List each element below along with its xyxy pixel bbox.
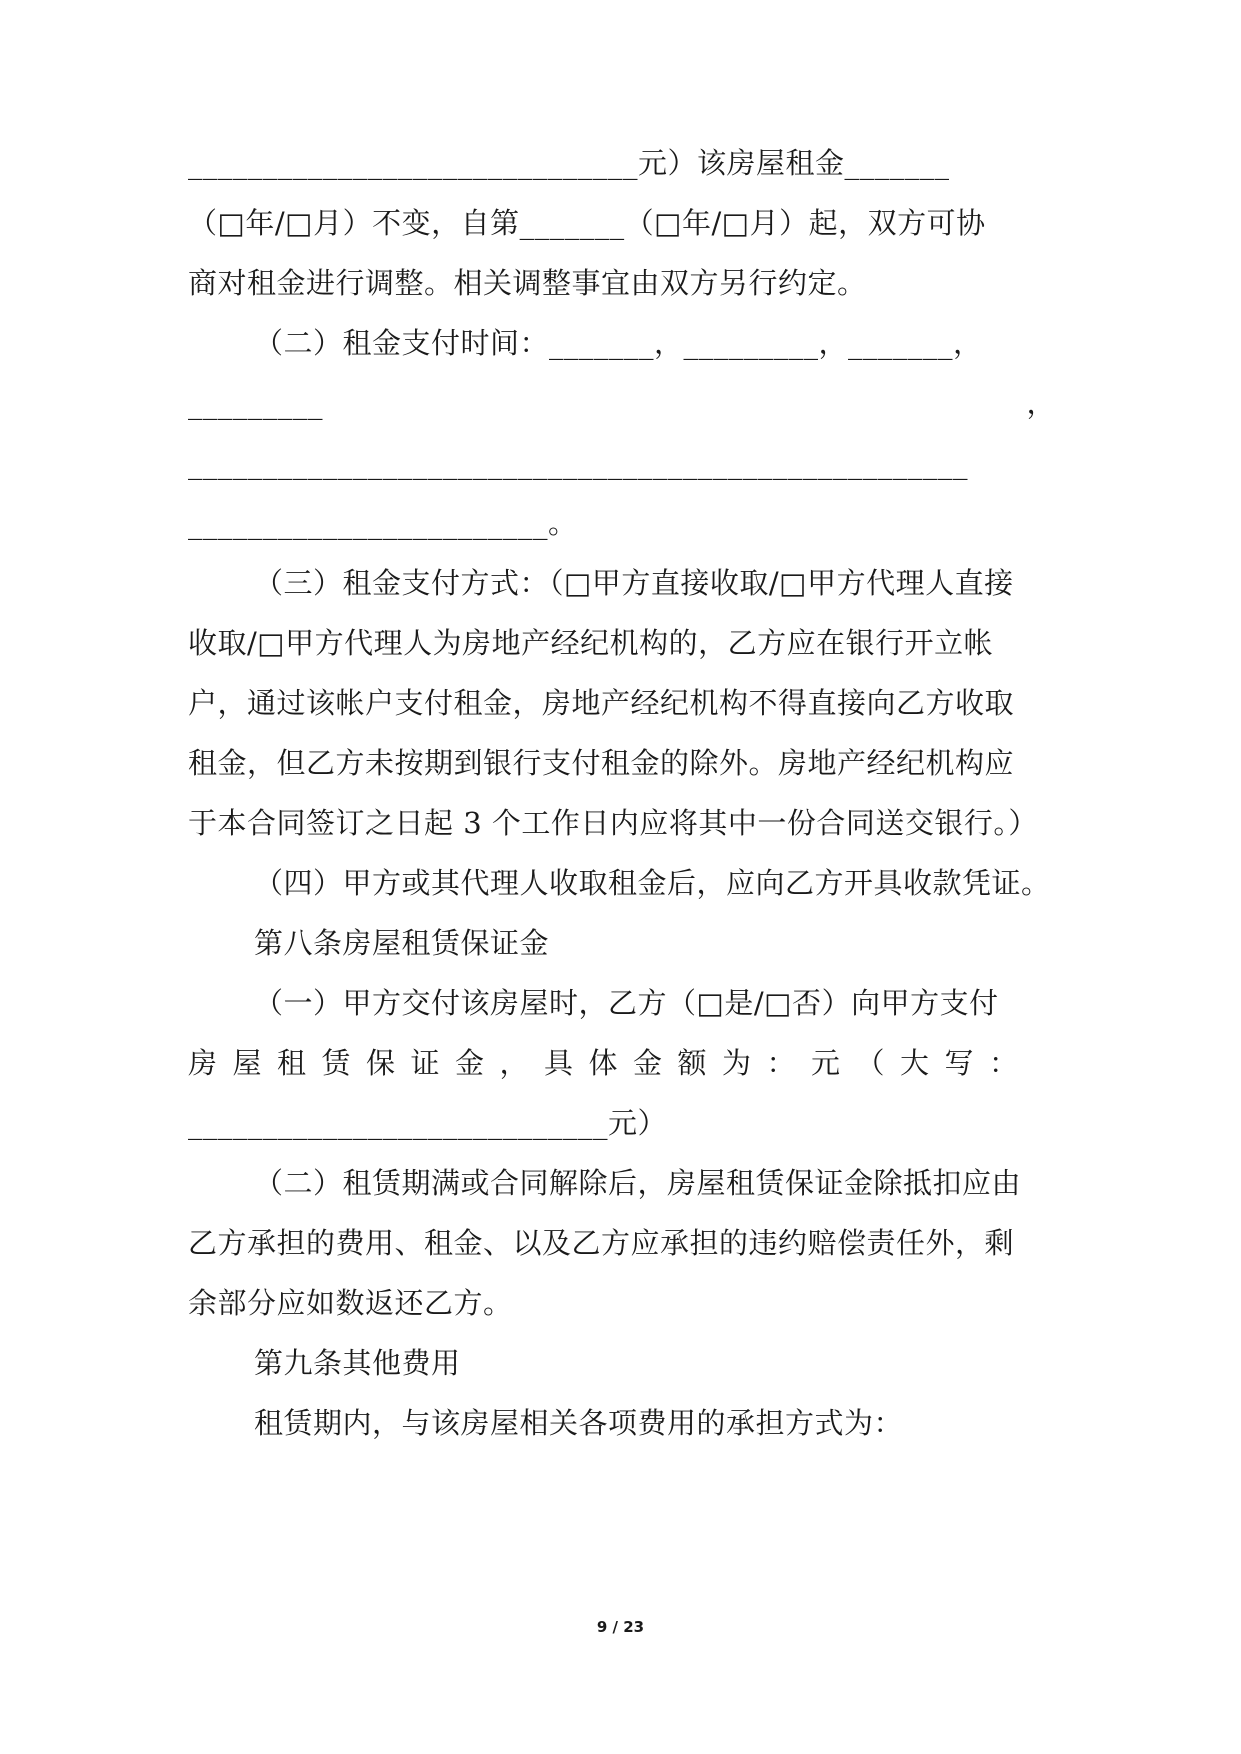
- text-line: 房屋租赁保证金，具体金额为：元（大写：: [188, 1046, 1034, 1080]
- text-line: ____________________________________________________: [188, 446, 968, 480]
- text-line: 户，通过该帐户支付租金，房地产经纪机构不得直接向乙方收取: [188, 686, 1015, 720]
- text-line: （一）甲方交付该房屋时，乙方（□是/□否）向甲方支付: [254, 986, 999, 1020]
- text-line: （二）租金支付时间：_______，_________，_______，: [254, 326, 983, 360]
- text-line: ________________________。: [188, 506, 578, 540]
- section-heading: 第八条房屋租赁保证金: [254, 926, 550, 960]
- text-line: （□年/□月）不变，自第_______（□年/□月）起，双方可协: [188, 206, 986, 240]
- text-line: ______________________________元）该房屋租金_______: [188, 146, 950, 180]
- text-line: 租金，但乙方未按期到银行支付租金的除外。房地产经纪机构应: [188, 746, 1015, 780]
- text-line: （四）甲方或其代理人收取租金后，应向乙方开具收款凭证。: [254, 866, 1051, 900]
- text-line: 乙方承担的费用、租金、以及乙方应承担的违约赔偿责任外，剩: [188, 1226, 1015, 1260]
- text-line: 租赁期内，与该房屋相关各项费用的承担方式为：: [254, 1406, 904, 1440]
- page-number: 9 / 23: [596, 1618, 645, 1636]
- text-line: 商对租金进行调整。相关调整事宜由双方另行约定。: [188, 266, 867, 300]
- text-line: ____________________________元）: [188, 1106, 668, 1140]
- text-line: 于本合同签订之日起 3 个工作日内应将其中一份合同送交银行。）: [188, 806, 1038, 840]
- text-line: 收取/□甲方代理人为房地产经纪机构的，乙方应在银行开立帐: [188, 626, 994, 660]
- section-heading: 第九条其他费用: [254, 1346, 461, 1380]
- text-line: ，: [1026, 386, 1056, 420]
- text-line: _________: [188, 386, 323, 420]
- text-line: （二）租赁期满或合同解除后，房屋租赁保证金除抵扣应由: [254, 1166, 1022, 1200]
- text-line: 余部分应如数返还乙方。: [188, 1286, 513, 1320]
- text-line: （三）租金支付方式：（□甲方直接收取/□甲方代理人直接: [254, 566, 1014, 600]
